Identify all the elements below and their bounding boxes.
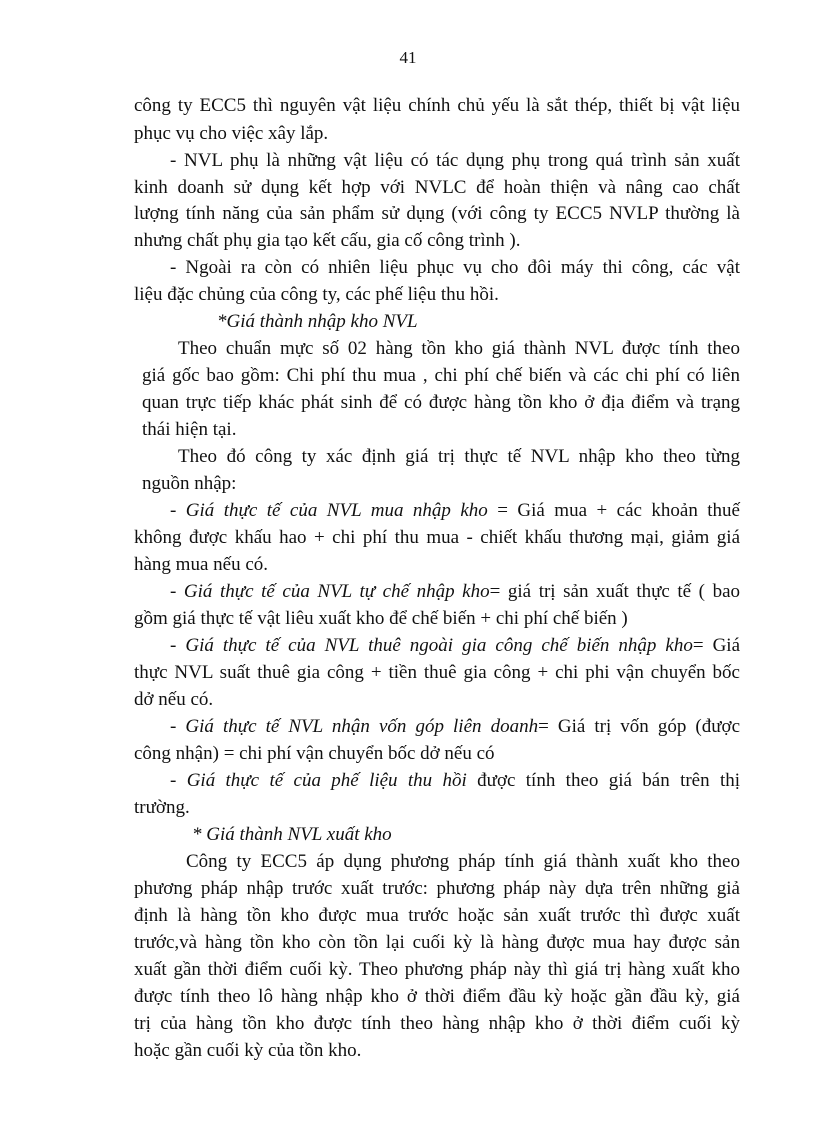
line-rest: = Giá trị vốn góp (được <box>538 716 741 737</box>
text-line: gồm giá thực tế vật liêu xuất kho để chế biến + chi phí chế biến ) <box>134 608 628 629</box>
italic-term: Giá thực tế của NVL tự chế nhập kho <box>183 581 490 602</box>
text-line: dở nếu có. <box>134 689 214 710</box>
text-line: hoặc gần cuối kỳ của tồn kho. <box>134 1040 362 1061</box>
line-rest: = Giá <box>692 635 741 656</box>
text-line: Theo đó công ty xác định giá trị thực tế NVL nhập kho theo từng <box>178 446 740 467</box>
text-line <box>170 766 740 796</box>
text-line: Theo chuẩn mực số 02 hàng tồn kho giá thành NVL được tính theo <box>178 338 740 359</box>
text-line: kinh doanh sử dụng kết hợp với NVLC để hoàn thiện và nâng cao chất <box>134 177 740 198</box>
text-line <box>170 712 740 742</box>
text-line: phục vụ cho việc xây lắp. <box>134 123 329 144</box>
section-heading: * Giá thành NVL xuất kho <box>192 824 392 845</box>
italic-term: Giá thực tế NVL nhận vốn góp liên doanh <box>185 716 539 737</box>
text-line: định là hàng tồn kho được mua trước hoặc sản xuất trước thì được xuất <box>134 905 740 926</box>
text-line: hàng mua nếu có. <box>134 554 269 575</box>
text-line: trị của hàng tồn kho được tính theo hàng nhập kho ở thời điểm cuối kỳ <box>134 1013 740 1034</box>
bullet-dash: - <box>170 716 186 737</box>
text-line: giá gốc bao gồm: Chi phí thu mua , chi phí chế biến và các chi phí có liên <box>142 365 740 386</box>
bullet-dash: - <box>170 770 187 791</box>
text-line: - NVL phụ là những vật liệu có tác dụng phụ trong quá trình sản xuất <box>170 150 740 171</box>
text-line: - Ngoài ra còn có nhiên liệu phục vụ cho đôi máy thi công, các vật <box>170 257 740 278</box>
line-rest: = Giá mua + các khoản thuế <box>487 500 740 521</box>
text-line: lượng tính năng của sản phẩm sử dụng (với công ty ECC5 NVLP thường là <box>134 203 740 224</box>
text-line: trước,và hàng tồn kho còn tồn lại cuối kỳ là hàng được mua hay được sản <box>134 932 740 953</box>
bullet-dash: - <box>170 635 186 656</box>
text-line: không được khấu hao + chi phí thu mua - chiết khấu thương mại, giảm giá <box>134 527 740 548</box>
text-line: liệu đặc chủng của công ty, các phế liệu thu hồi. <box>134 284 499 305</box>
text-line <box>170 631 740 661</box>
text-line: thái hiện tại. <box>142 419 237 440</box>
text-line: Công ty ECC5 áp dụng phương pháp tính giá thành xuất kho theo <box>186 851 740 872</box>
line-rest: = giá trị sản xuất thực tế ( bao <box>489 581 741 602</box>
text-line: quan trực tiếp khác phát sinh để có được hàng tồn kho ở địa điểm và trạng <box>142 392 740 413</box>
text-line: trường. <box>134 797 190 818</box>
text-line: thực NVL suất thuê gia công + tiền thuê gia công + chi phi vận chuyển bốc <box>134 662 740 683</box>
text-line: được tính theo lô hàng nhập kho ở thời điểm đầu kỳ hoặc gần đầu kỳ, giá <box>134 986 740 1007</box>
italic-term: Giá thực tế của phế liệu thu hồi <box>186 770 467 791</box>
page-number: 41 <box>399 48 417 67</box>
text-line: công nhận) = chi phí vận chuyển bốc dở nếu có <box>134 743 495 764</box>
line-rest: được tính theo giá bán trên thị <box>466 770 741 791</box>
bullet-dash: - <box>170 500 186 521</box>
italic-term: Giá thực tế của NVL thuê ngoài gia công chế biến nhập kho <box>185 635 693 656</box>
bullet-dash: - <box>170 581 184 602</box>
section-heading: *Giá thành nhập kho NVL <box>217 311 418 332</box>
text-line: nhưng chất phụ gia tạo kết cấu, gia cố công trình ). <box>134 230 521 251</box>
text-line <box>170 577 740 607</box>
text-line: công ty ECC5 thì nguyên vật liệu chính chủ yếu là sắt thép, thiết bị vật liệu <box>134 95 740 116</box>
text-line <box>170 496 740 526</box>
text-line: xuất gần thời điểm cuối kỳ. Theo phương pháp này thì giá trị hàng xuất kho <box>134 959 740 980</box>
text-line: nguồn nhập: <box>142 473 237 494</box>
italic-term: Giá thực tế của NVL mua nhập kho <box>185 500 488 521</box>
text-line: phương pháp nhập trước xuất trước: phương pháp này dựa trên những giả <box>134 878 740 899</box>
